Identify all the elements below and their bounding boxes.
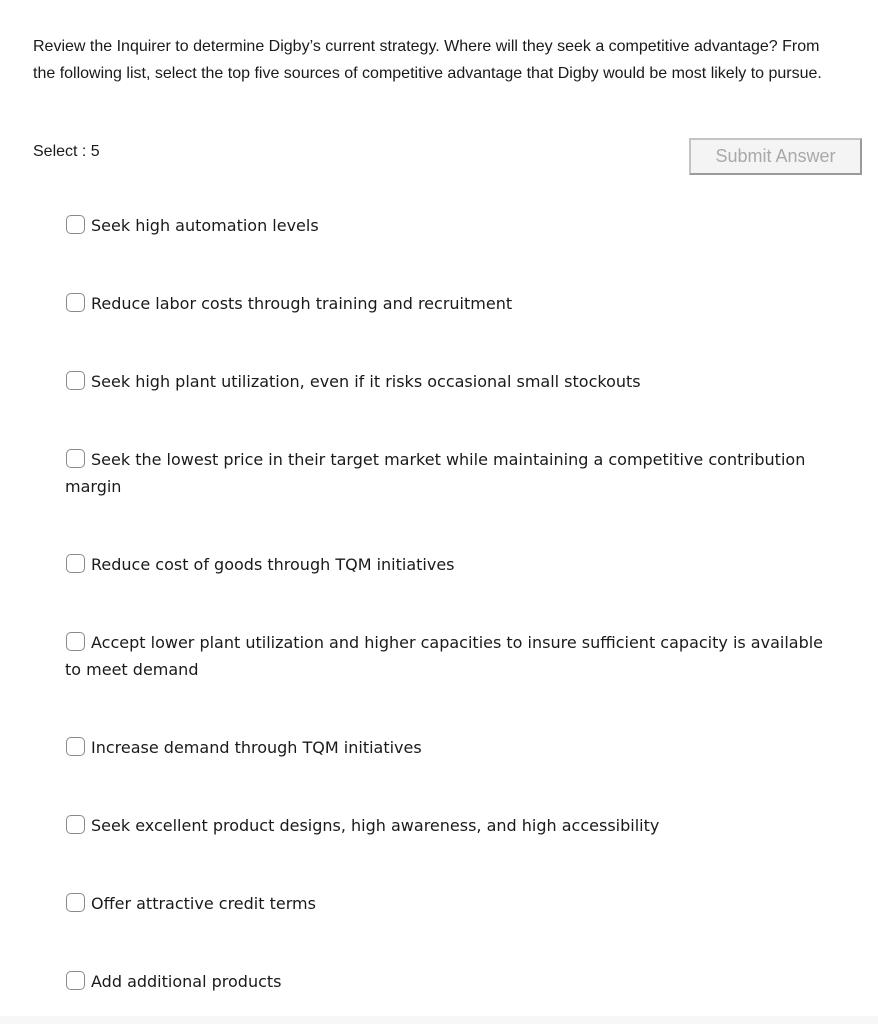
checkbox-icon[interactable]: [66, 215, 85, 234]
checkbox-icon[interactable]: [66, 371, 85, 390]
option-item[interactable]: [65, 446, 825, 500]
option-label: Offer attractive credit terms: [91, 894, 316, 913]
bottom-divider: [0, 1016, 878, 1024]
checkbox-icon[interactable]: [66, 293, 85, 312]
option-item[interactable]: [65, 629, 825, 683]
option-label: Add additional products: [91, 972, 282, 991]
option-label: Seek the lowest price in their target market while maintaining a competitive contribution margin: [65, 450, 806, 496]
checkbox-icon[interactable]: [66, 971, 85, 990]
checkbox-icon[interactable]: [66, 554, 85, 573]
option-item[interactable]: [65, 812, 825, 839]
option-label: Accept lower plant utilization and higher capacities to insure sufficient capacity is available to meet demand: [65, 633, 824, 679]
option-label: Reduce labor costs through training and recruitment: [91, 294, 513, 313]
checkbox-icon[interactable]: [66, 737, 85, 756]
option-label: Reduce cost of goods through TQM initiatives: [91, 555, 455, 574]
checkbox-icon[interactable]: [66, 815, 85, 834]
option-label: Seek high automation levels: [91, 216, 319, 235]
option-label: Increase demand through TQM initiatives: [91, 738, 422, 757]
option-item[interactable]: [65, 734, 825, 761]
option-item[interactable]: [65, 890, 825, 917]
option-item[interactable]: [65, 290, 825, 317]
option-item[interactable]: [65, 212, 825, 239]
option-item[interactable]: [65, 368, 825, 395]
option-label: Seek high plant utilization, even if it risks occasional small stockouts: [91, 372, 641, 391]
checkbox-icon[interactable]: [66, 893, 85, 912]
option-item[interactable]: [65, 968, 825, 995]
question-text: Review the Inquirer to determine Digby’s current strategy. Where will they seek a competitive advantage? From the following list, select the top five sources of competitive advantage that Digby would be most likely to pursue.: [33, 38, 822, 82]
submit-answer-button[interactable]: Submit Answer: [689, 138, 862, 175]
option-label: Seek excellent product designs, high awareness, and high accessibility: [91, 816, 660, 835]
select-count-label: Select : 5: [33, 143, 100, 160]
option-item[interactable]: [65, 551, 825, 578]
checkbox-icon[interactable]: [66, 632, 85, 651]
checkbox-icon[interactable]: [66, 449, 85, 468]
